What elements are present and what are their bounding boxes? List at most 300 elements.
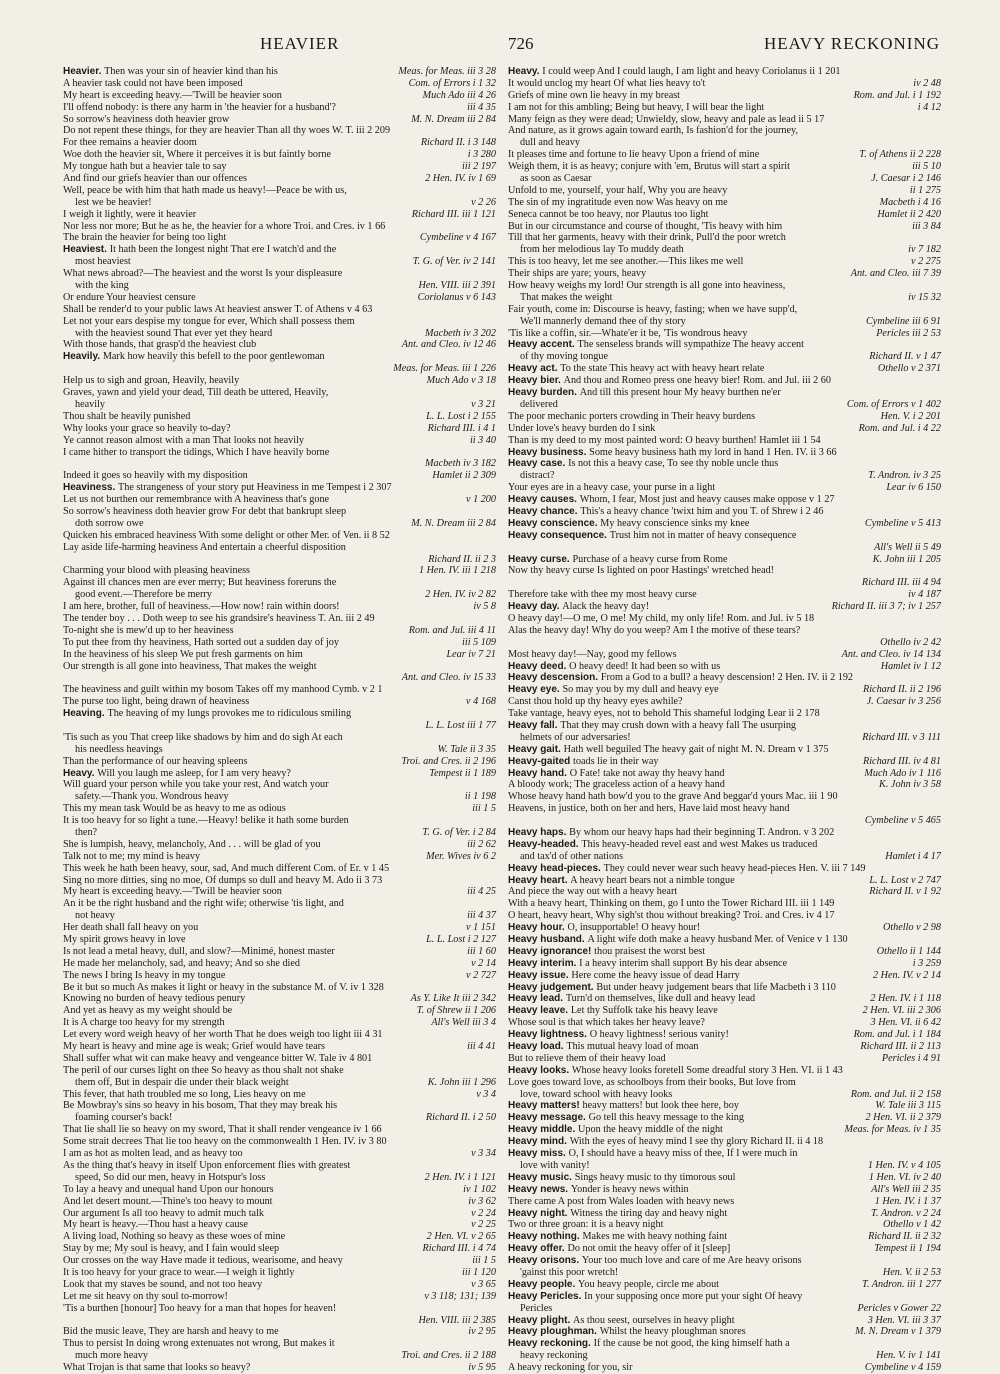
quotation-text: 'gainst this poor wretch!	[520, 1266, 619, 1278]
entry-line	[63, 684, 496, 696]
quotation-text: The brain the heavier for being too light	[63, 232, 227, 244]
quotation-text: Than the performance of our heaving spleens	[63, 755, 248, 767]
quotation-text: My heart is heavy and mine age is weak; Grief would have tears	[63, 1041, 325, 1053]
quotation-text: as soon as Caesar	[520, 173, 592, 185]
quotation-text: It hath been the longest night That ere I watch'd and the	[109, 244, 337, 256]
citation-reference: iv 2 95	[465, 1326, 496, 1338]
entry-line	[508, 316, 941, 328]
entry-line	[63, 815, 496, 827]
quotation-text: This mutual heavy load of moan	[566, 1041, 699, 1053]
citation-reference: Rom. and Jul. i 1 192	[851, 90, 941, 102]
quotation-text: Canst thou hold up thy heavy eyes awhile?	[508, 696, 683, 708]
entry-line	[508, 756, 941, 768]
headword: Heavy bier.	[508, 375, 564, 387]
entry-line	[508, 363, 941, 375]
quotation-text: good event.—Therefore be merry	[75, 589, 212, 601]
entry-line	[63, 232, 496, 244]
headword: Heavy hand.	[508, 767, 570, 779]
quotation-text: To-night she is mew'd up to her heaviness	[63, 624, 234, 636]
quotation-text: Seneca cannot be too heavy, nor Plautus too light	[508, 208, 709, 220]
citation-reference: All's Well iii 3 4	[428, 1017, 496, 1029]
entry-line	[63, 1029, 496, 1041]
citation-reference: v 2 275	[908, 256, 941, 268]
entry-line	[508, 554, 941, 566]
citation-reference: i 3 280	[465, 149, 496, 161]
entry-line	[508, 518, 941, 530]
quotation-text: The peril of our curses light on thee So heavy as thou shalt not shake	[63, 1064, 344, 1076]
entry-line	[508, 268, 941, 280]
quotation-text: You heavy people, circle me about	[578, 1278, 720, 1290]
entry-line	[63, 197, 496, 209]
entry-line	[508, 779, 941, 791]
quotation-text: The poor mechanic porters crowding in Their heavy burdens	[508, 410, 756, 422]
quotation-text: An it be the right husband and the right wife; otherwise 'tis light, and	[63, 898, 344, 910]
citation-reference: v 2 26	[468, 197, 496, 209]
quotation-text: Charming your blood with pleasing heaviness	[63, 565, 251, 577]
entry-line	[63, 827, 496, 839]
citation-reference: Cymbeline v 4 159	[862, 1362, 941, 1374]
quotation-text: Let us not burthen our remembrance with A heaviness that's gone	[63, 494, 330, 506]
quotation-text: dull and heavy	[520, 137, 580, 149]
quotation-text: We'll mannerly demand thee of thy story	[520, 315, 686, 327]
quotation-text: O heavy day!—O me, O me! My child, my only life! Rom. and Jul. iv 5 18	[508, 612, 815, 624]
entry-line	[63, 78, 496, 90]
quotation-text: And let desert mount.—Thine's too heavy to mount	[63, 1195, 273, 1207]
entry-line	[508, 1136, 941, 1148]
quotation-text: Than is my deed to my most painted word: O heavy burthen! Hamlet iii 1 54	[508, 434, 821, 446]
quotation-text: lest we be heavier!	[75, 196, 152, 208]
entry-line	[508, 696, 941, 708]
entry-line	[508, 1005, 941, 1017]
page-number: 726	[508, 34, 534, 53]
quotation-text: Thus to persist In doing wrong extenuates not wrong, But makes it	[63, 1338, 335, 1350]
citation-reference: 1 Hen. IV. i 1 37	[872, 1196, 941, 1208]
entry-line	[508, 720, 941, 732]
quotation-text: So sorrow's heaviness doth heavier grow For debt that bankrupt sleep	[63, 505, 347, 517]
citation-reference: v 2 24	[468, 1208, 496, 1220]
citation-reference: iii 2 62	[464, 839, 496, 851]
quotation-text: But in our circumstance and course of thought, 'Tis heavy with him	[508, 220, 783, 232]
citation-reference: v 1 200	[463, 494, 496, 506]
quotation-text: Purchase of a heavy curse from Rome	[572, 553, 728, 565]
entry-line	[508, 244, 941, 256]
headword: Heavy judgement.	[508, 981, 597, 993]
citation-reference: Meas. for Meas. iii 3 28	[395, 66, 496, 78]
entry-line	[508, 399, 941, 411]
entry-line	[63, 922, 496, 934]
headword: Heavy eye.	[508, 684, 563, 696]
quotation-text: toads lie in their way	[573, 755, 659, 767]
quotation-text: Yonder is heavy news within	[570, 1183, 689, 1195]
entry-line	[63, 1172, 496, 1184]
quotation-text: This heavy-headed revel east and west Makes us traduced	[581, 838, 818, 850]
citation-reference: J. Caesar i 2 146	[868, 173, 941, 185]
headword: Heavy curse.	[508, 553, 573, 565]
citation-reference: 1 Hen. IV. v 4 105	[865, 1160, 941, 1172]
citation-reference: 2 Hen. IV. i 1 121	[422, 1172, 496, 1184]
quotation-text: It would unclog my heart Of what lies heavy to't	[508, 77, 706, 89]
quotation-text: love with vanity!	[520, 1159, 590, 1171]
entry-line	[508, 1219, 941, 1231]
quotation-text: and tax'd of other nations	[520, 850, 624, 862]
quotation-text: As the thing that's heavy in itself Upon enforcement flies with greatest	[63, 1159, 351, 1171]
quotation-text: heavily	[75, 398, 105, 410]
quotation-text: The news I bring Is heavy in my tongue	[63, 969, 226, 981]
citation-reference: Ant. and Cleo. iii 7 39	[848, 268, 941, 280]
quotation-text: Your too much love and care of me Are heavy orisons	[581, 1255, 802, 1267]
entry-line	[508, 589, 941, 601]
entry-line	[63, 1303, 496, 1315]
entry-line	[63, 221, 496, 233]
entry-line	[508, 851, 941, 863]
entry-line	[63, 1350, 496, 1362]
citation-reference: Hamlet i 4 17	[882, 851, 941, 863]
citation-reference: v 2 727	[463, 970, 496, 982]
quotation-text: I'll offend nobody: is there any harm in 'the heavier for a husband'?	[63, 101, 336, 113]
entry-line	[508, 803, 941, 815]
citation-reference: Hen. V. i 2 201	[878, 411, 941, 423]
headword: Heavy issue.	[508, 969, 572, 981]
citation-reference: Richard II. i 2 50	[423, 1112, 496, 1124]
citation-reference: iv 2 48	[910, 78, 941, 90]
headword: Heavy.	[63, 767, 98, 779]
citation-reference: K. John iii 1 205	[870, 554, 941, 566]
quotation-text: And nature, as it grows again toward earth, Is fashion'd for the journey,	[508, 125, 799, 137]
entry-line	[508, 137, 941, 149]
entry-line	[508, 221, 941, 233]
citation-reference: ii 1 198	[462, 791, 496, 803]
citation-reference: Richard II. ii 2 32	[865, 1231, 941, 1243]
citation-reference: Richard III. ii 2 113	[857, 1041, 941, 1053]
quotation-text: Her death shall fall heavy on you	[63, 922, 199, 934]
quotation-text: Against ill chances men are ever merry; But heaviness foreruns the	[63, 577, 337, 589]
quotation-text: Be it but so much As makes it light or heavy in the substance M. of V. iv 1 328	[63, 981, 384, 993]
citation-reference: T. G. of Ver. i 2 84	[419, 827, 496, 839]
headword: Heavy burden.	[508, 387, 580, 399]
entry-line	[63, 577, 496, 589]
entry-line	[63, 399, 496, 411]
entry-line	[63, 696, 496, 708]
citation-reference: Richard II. ii 2 196	[860, 684, 941, 696]
entry-line	[63, 1243, 496, 1255]
quotation-text: I a heavy interim shall support By his dear absence	[579, 957, 788, 969]
quotation-text: Griefs of mine own lie heavy in my breast	[508, 89, 681, 101]
citation-reference: iii 5 10	[909, 161, 941, 173]
citation-reference: Tempest ii 1 189	[426, 768, 496, 780]
entry-line	[508, 351, 941, 363]
quotation-text: Till that her garments, heavy with their drink, Pull'd the poor wretch	[508, 232, 786, 244]
quotation-text: Will you laugh me asleep, for I am very heavy?	[97, 767, 291, 779]
citation-reference: Richard II. i 3 148	[418, 137, 496, 149]
headword: Heavy gait.	[508, 743, 564, 755]
quotation-text: Love goes toward love, as schoolboys from their books, But love from	[508, 1076, 796, 1088]
entry-line	[508, 506, 941, 518]
citation-reference: v 3 21	[468, 399, 496, 411]
quotation-text: Therefore take with thee my most heavy curse	[508, 589, 697, 601]
citation-reference: Othello ii 1 144	[874, 946, 941, 958]
entry-line	[63, 1041, 496, 1053]
entry-line	[508, 375, 941, 387]
quotation-text: Take vantage, heavy eyes, not to behold This shameful lodging Lear ii 2 178	[508, 708, 820, 720]
citation-reference: Cymbeline v 5 465	[862, 815, 941, 827]
quotation-text: Witness the tiring day and heavy night	[570, 1207, 728, 1219]
citation-reference: T. Andron. iii 1 277	[859, 1279, 941, 1291]
citation-reference: Much Ado iv 1 116	[861, 768, 941, 780]
entry-line	[63, 1148, 496, 1160]
citation-reference: 2 Hen. IV. v 2 14	[870, 970, 941, 982]
quotation-text: A light wife doth make a heavy husband Mer. of Venice v 1 130	[587, 934, 848, 946]
citation-reference: K. John iv 3 58	[876, 779, 941, 791]
entry-line	[508, 934, 941, 946]
quotation-text: In your supposing once more put your sight Of heavy	[584, 1290, 803, 1302]
quotation-text: Let thy Suffolk take his heavy leave	[570, 1005, 718, 1017]
entry-line	[508, 577, 941, 589]
headword: Heavy orisons.	[508, 1255, 582, 1267]
headword: Heavy matters!	[508, 1100, 583, 1112]
citation-reference: Hamlet ii 2 309	[429, 470, 496, 482]
entry-line	[508, 280, 941, 292]
entry-line	[508, 684, 941, 696]
quotation-text: Do not omit the heavy offer of it [sleep]	[567, 1243, 731, 1255]
citation-reference: iii 1 60	[464, 946, 496, 958]
entry-line	[63, 339, 496, 351]
entry-line	[63, 637, 496, 649]
quotation-text: My heart is heavy.—Thou hast a heavy cause	[63, 1219, 248, 1231]
entry-line	[508, 1160, 941, 1172]
headword: Heavy heart.	[508, 874, 571, 886]
quotation-text: much more heavy	[75, 1350, 148, 1362]
citation-reference: Richard III. v 3 111	[859, 732, 941, 744]
entry-line	[508, 339, 941, 351]
entry-line	[508, 447, 941, 459]
quotation-text: helmets of our adversaries!	[520, 731, 631, 743]
citation-reference: Much Ado iii 4 26	[420, 90, 496, 102]
quotation-text: Let every word weigh heavy of her worth That he does weigh too light iii 4 31	[63, 1029, 383, 1041]
entry-line	[63, 601, 496, 613]
entry-line	[63, 708, 496, 720]
entry-line	[508, 1243, 941, 1255]
quotation-text: O, insupportable! O heavy hour!	[567, 922, 701, 934]
entry-line	[63, 756, 496, 768]
quotation-text: Most heavy day!—Nay, good my fellows	[508, 648, 677, 660]
headword: Heavy nothing.	[508, 1231, 583, 1243]
quotation-text: The sin of my ingratitude even now Was heavy on me	[508, 196, 728, 208]
entry-line	[508, 1184, 941, 1196]
quotation-text: safety.—Thank you. Wondrous heavy	[75, 791, 229, 803]
quotation-text: Or endure Your heaviest censure	[63, 291, 196, 303]
quotation-text: then?	[75, 827, 98, 838]
headword: Heavy act.	[508, 363, 561, 375]
entry-line	[508, 1231, 941, 1243]
quotation-text: most heaviest	[75, 256, 131, 268]
citation-reference: L. L. Lost iii 1 77	[423, 720, 497, 732]
headword: Heavy plight.	[508, 1314, 574, 1326]
entry-line	[508, 672, 941, 684]
quotation-text: O heavy lightness! serious vanity!	[589, 1029, 729, 1041]
entry-line	[63, 1100, 496, 1112]
right-column	[508, 66, 941, 1374]
quotation-text: foaming courser's back!	[75, 1112, 173, 1124]
entry-line	[508, 1338, 941, 1350]
quotation-text: And find our griefs heavier than our offences	[63, 173, 247, 185]
headword: Heavy chance.	[508, 505, 581, 517]
entry-line	[508, 435, 941, 447]
citation-reference: 3 Hen. VI. iii 3 37	[865, 1315, 941, 1327]
citation-reference: Meas. for Meas. iii 1 226	[390, 363, 496, 375]
quotation-text: There came A post from Wales loaden with heavy news	[508, 1195, 735, 1207]
quotation-text: Heavens, in justice, both on her and hers, Have laid most heavy hand	[508, 803, 790, 815]
citation-reference: iii 4 25	[464, 886, 496, 898]
headword: Heaviest.	[63, 244, 110, 256]
citation-reference: Lear iv 7 21	[443, 649, 496, 661]
entry-line	[508, 922, 941, 934]
quotation-text: A bloody work; The graceless action of a heavy hand	[508, 779, 725, 791]
quotation-text: With those hands, that grasp'd the heaviest club	[63, 339, 257, 351]
headword: Heavy.	[508, 66, 543, 77]
citation-reference: 1 Hen. IV. iii 1 218	[416, 565, 496, 577]
citation-reference: Lear iv 6 150	[883, 482, 941, 494]
citation-reference: W. Tale ii 3 35	[435, 744, 496, 756]
entry-line	[508, 993, 941, 1005]
quotation-text: Whom, I fear, Most just and heavy causes make oppose v 1 27	[579, 494, 835, 506]
entry-line	[508, 1148, 941, 1160]
citation-reference: Richard II. iii 3 7; iv 1 257	[829, 601, 941, 613]
entry-line	[63, 137, 496, 149]
quotation-text: Turn'd on themselves, like dull and heavy lead	[565, 993, 756, 1005]
citation-reference: Rom. and Jul. i 4 22	[856, 423, 941, 435]
quotation-text: Weigh them, it is as heavy; conjure with 'em, Brutus will start a spirit	[508, 161, 790, 173]
citation-reference: v 3 65	[468, 1279, 496, 1291]
citation-reference: T. of Athens ii 2 228	[856, 149, 941, 161]
entry-line	[63, 470, 496, 482]
quotation-text: heavy reckoning	[520, 1350, 588, 1362]
citation-reference: iii 4 37	[464, 910, 496, 922]
quotation-text: 'Tis a burthen [honour] Too heavy for a man that hopes for heaven!	[63, 1302, 337, 1314]
quotation-text: with the king	[75, 280, 129, 292]
citation-reference: Richard II. v 1 92	[866, 886, 941, 898]
quotation-text: My spirit grows heavy in love	[63, 934, 186, 946]
citation-reference: Richard III. iv 4 81	[860, 756, 941, 768]
citation-reference: Richard III. i 4 74	[420, 1243, 496, 1255]
citation-reference: Richard III. iii 1 121	[409, 209, 496, 221]
entry-line	[508, 494, 941, 506]
quotation-text: That makes the weight	[520, 291, 613, 303]
quotation-text: The heaving of my lungs provokes me to ridiculous smiling	[107, 708, 352, 720]
entry-line	[508, 1100, 941, 1112]
citation-reference: 2 Hen. VI. v 2 65	[424, 1231, 496, 1243]
headword: Heavy day.	[508, 601, 563, 613]
entry-line	[63, 173, 496, 185]
quotation-text: My heavy conscience sinks my knee	[600, 517, 750, 529]
citation-reference: 3 Hen. VI. ii 6 42	[868, 1017, 941, 1029]
entry-line	[63, 506, 496, 518]
quotation-text: thou praisest the worst best	[594, 945, 706, 957]
entry-line	[63, 1089, 496, 1101]
entry-line	[508, 1362, 941, 1374]
headword: Heavy descension.	[508, 672, 601, 684]
quotation-text: Be Mowbray's sins so heavy in his bosom, That they may break his	[63, 1100, 338, 1112]
citation-reference: Macbeth i 4 16	[877, 197, 941, 209]
quotation-text: Woe doth the heavier sit, Where it perceives it is but faintly borne	[63, 149, 332, 161]
quotation-text: 'Tis like a coffin, sir.—Whate'er it be, 'Tis wondrous heavy	[508, 327, 748, 339]
citation-reference: iii 1 5	[469, 803, 496, 815]
headword: Heavy lightness.	[508, 1029, 590, 1041]
quotation-text: Under love's heavy burden do I sink	[508, 422, 656, 434]
entry-line	[63, 125, 496, 137]
quotation-text: My tongue hath but a heavier tale to say	[63, 161, 227, 173]
citation-reference: i 3 259	[910, 958, 941, 970]
citation-reference: Rom. and Jul. ii 2 158	[848, 1089, 941, 1101]
entry-line	[63, 910, 496, 922]
quotation-text: O, I should have a heavy miss of thee, If I were much in	[568, 1148, 798, 1160]
entry-line	[508, 613, 941, 625]
entry-line	[508, 185, 941, 197]
quotation-text: And yet as heavy as my weight should be	[63, 1005, 233, 1017]
quotation-text: Bid the music leave, They are harsh and heavy to me	[63, 1326, 279, 1338]
quotation-text: Graves, yawn and yield your dead, Till death be uttered, Heavily,	[63, 387, 329, 399]
quotation-text: This's a heavy chance 'twixt him and you T. of Shrew i 2 46	[580, 505, 824, 517]
entry-line	[508, 173, 941, 185]
quotation-text: To lay a heavy and unequal hand Upon our honours	[63, 1183, 274, 1195]
entry-line	[63, 649, 496, 661]
citation-reference: v 3 34	[468, 1148, 496, 1160]
entry-line	[63, 518, 496, 530]
entry-line	[63, 1362, 496, 1374]
citation-reference: Hen. VIII. iii 2 391	[415, 280, 496, 292]
citation-reference: iv 3 62	[465, 1196, 496, 1208]
entry-line	[508, 815, 941, 827]
quotation-text: Trust him not in matter of heavy consequence	[609, 529, 797, 541]
entry-line	[508, 661, 941, 673]
quotation-text: with the heaviest sound That ever yet they heard	[75, 327, 273, 339]
quotation-text: So sorrow's heaviness doth heavier grow	[63, 113, 230, 125]
entry-line	[63, 1208, 496, 1220]
citation-reference: Pericles iii 2 53	[873, 328, 941, 340]
headword: Heaving.	[63, 708, 108, 720]
entry-line	[63, 839, 496, 851]
citation-reference: Pericles i 4 91	[879, 1053, 941, 1065]
entry-line	[508, 482, 941, 494]
entry-line	[508, 149, 941, 161]
quotation-text: What news abroad?—The heaviest and the worst Is your displeasure	[63, 268, 343, 280]
citation-reference: iii 1 5	[469, 1255, 496, 1267]
quotation-text: Whose heavy hand hath bow'd you to the grave And beggar'd yours Mac. iii 1 90	[508, 791, 838, 803]
quotation-text: Lay aside life-harming heaviness And entertain a cheerful disposition	[63, 541, 346, 553]
quotation-text: not heavy	[75, 910, 115, 922]
entry-line	[63, 1315, 496, 1327]
citation-reference: Hen. V. ii 2 53	[880, 1267, 941, 1279]
entry-line	[508, 1065, 941, 1077]
headword: Heavy ignorance!	[508, 945, 595, 957]
quotation-text: speed, So did our men, heavy in Hotspur's loss	[75, 1171, 266, 1183]
entry-line	[508, 625, 941, 637]
entry-line	[63, 1231, 496, 1243]
quotation-text: love, toward school with heavy looks	[520, 1088, 673, 1100]
quotation-text: Will guard your person while you take your rest, And watch your	[63, 779, 329, 791]
entry-line	[63, 256, 496, 268]
quotation-text: With a heavy heart, Thinking on them, go I unto the Tower Richard III. iii 1 149	[508, 898, 835, 910]
headword: Heavy mind.	[508, 1136, 570, 1148]
entry-line	[508, 387, 941, 399]
entry-line	[63, 149, 496, 161]
entry-line	[508, 292, 941, 304]
entry-line	[508, 1089, 941, 1101]
citation-reference: Hamlet ii 2 420	[874, 209, 941, 221]
citation-reference: T. of Shrew ii 1 206	[414, 1005, 496, 1017]
citation-reference: M. N. Dream iii 2 84	[408, 114, 496, 126]
headword: Heavy haps.	[508, 827, 570, 838]
quotation-text: They could never wear such heavy head-pieces Hen. V. iii 7 149	[603, 862, 866, 874]
